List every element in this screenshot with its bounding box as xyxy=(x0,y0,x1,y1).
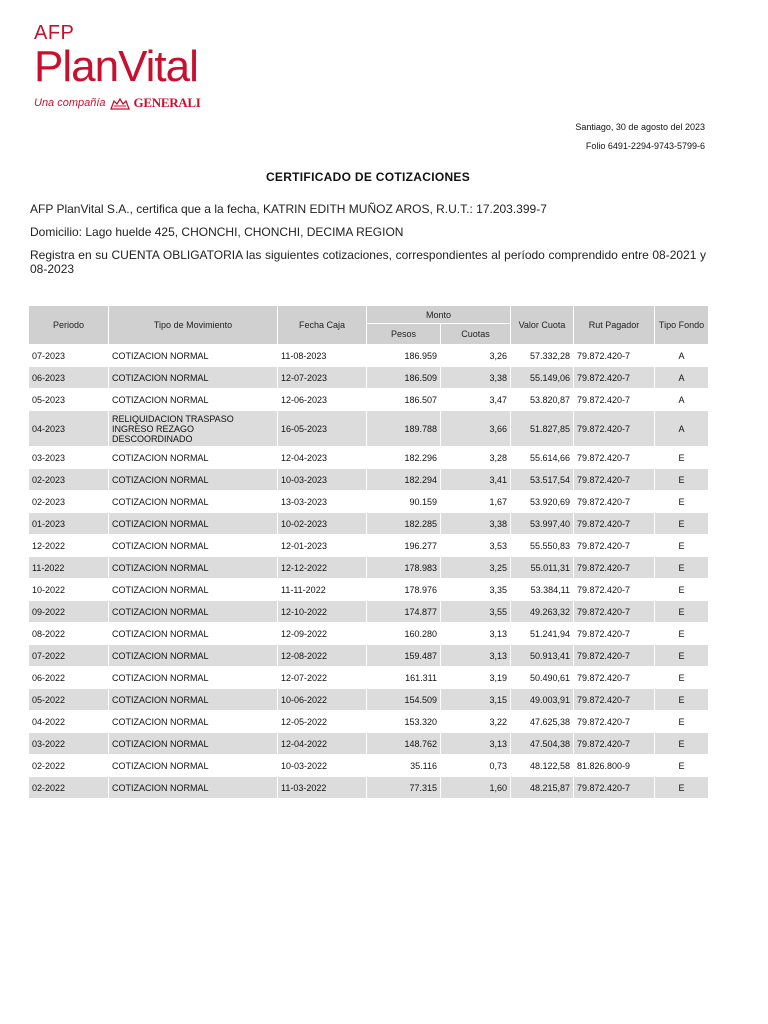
table-row xyxy=(29,367,709,389)
table-row xyxy=(29,345,709,367)
cell-fecha-caja: 12-01-2023 xyxy=(278,535,367,557)
cell-tipo-movimiento: COTIZACION NORMAL xyxy=(109,623,278,645)
cell-periodo: 05-2023 xyxy=(29,389,109,411)
cell-pesos: 35.116 xyxy=(367,755,441,777)
cell-pesos: 148.762 xyxy=(367,733,441,755)
table-row xyxy=(29,601,709,623)
cell-rut-pagador: 79.872.420-7 xyxy=(574,469,655,491)
table-row xyxy=(29,447,709,469)
cell-fecha-caja: 11-11-2022 xyxy=(278,579,367,601)
cell-tipo-movimiento: RELIQUIDACION TRASPASO INGRESO REZAGO DESCOORDINADO xyxy=(109,411,278,447)
table-row xyxy=(29,667,709,689)
cell-tipo-fondo: E xyxy=(655,513,709,535)
cell-tipo-movimiento: COTIZACION NORMAL xyxy=(109,755,278,777)
cell-valor-cuota: 48.122,58 xyxy=(511,755,574,777)
cell-periodo: 09-2022 xyxy=(29,601,109,623)
table-row xyxy=(29,645,709,667)
header-tipo-movimiento: Tipo de Movimiento xyxy=(109,306,278,345)
cell-tipo-fondo: E xyxy=(655,667,709,689)
cell-periodo: 06-2022 xyxy=(29,667,109,689)
cell-tipo-movimiento: COTIZACION NORMAL xyxy=(109,733,278,755)
cell-pesos: 159.487 xyxy=(367,645,441,667)
cell-valor-cuota: 57.332,28 xyxy=(511,345,574,367)
cell-cuotas: 3,41 xyxy=(441,469,511,491)
cell-cuotas: 3,22 xyxy=(441,711,511,733)
cell-valor-cuota: 53.517,54 xyxy=(511,469,574,491)
cell-cuotas: 3,53 xyxy=(441,535,511,557)
contributions-rows xyxy=(29,345,709,799)
cell-periodo: 04-2023 xyxy=(29,411,109,447)
cell-valor-cuota: 55.011,31 xyxy=(511,557,574,579)
domicile-line: Domicilio: Lago huelde 425, CHONCHI, CHONCHI, DECIMA REGION xyxy=(30,225,404,239)
cell-rut-pagador: 79.872.420-7 xyxy=(574,711,655,733)
cell-rut-pagador: 79.872.420-7 xyxy=(574,623,655,645)
cell-periodo: 02-2022 xyxy=(29,755,109,777)
cell-periodo: 06-2023 xyxy=(29,367,109,389)
cell-tipo-movimiento: COTIZACION NORMAL xyxy=(109,711,278,733)
cell-fecha-caja: 12-07-2023 xyxy=(278,367,367,389)
cell-tipo-fondo: E xyxy=(655,711,709,733)
cell-cuotas: 3,13 xyxy=(441,623,511,645)
cell-rut-pagador: 79.872.420-7 xyxy=(574,535,655,557)
header-fecha-caja: Fecha Caja xyxy=(278,306,367,345)
cell-cuotas: 3,13 xyxy=(441,645,511,667)
cell-fecha-caja: 10-03-2022 xyxy=(278,755,367,777)
cell-valor-cuota: 53.820,87 xyxy=(511,389,574,411)
cell-rut-pagador: 79.872.420-7 xyxy=(574,367,655,389)
cell-tipo-movimiento: COTIZACION NORMAL xyxy=(109,777,278,799)
table-row xyxy=(29,557,709,579)
cell-tipo-fondo: E xyxy=(655,645,709,667)
cell-pesos: 182.285 xyxy=(367,513,441,535)
cell-tipo-movimiento: COTIZACION NORMAL xyxy=(109,667,278,689)
cell-fecha-caja: 16-05-2023 xyxy=(278,411,367,447)
cell-pesos: 196.277 xyxy=(367,535,441,557)
cell-tipo-fondo: A xyxy=(655,389,709,411)
cell-cuotas: 3,28 xyxy=(441,447,511,469)
cell-fecha-caja: 10-06-2022 xyxy=(278,689,367,711)
cell-rut-pagador: 79.872.420-7 xyxy=(574,389,655,411)
cell-tipo-fondo: E xyxy=(655,777,709,799)
cell-cuotas: 3,25 xyxy=(441,557,511,579)
cell-rut-pagador: 79.872.420-7 xyxy=(574,447,655,469)
table-row xyxy=(29,733,709,755)
cell-tipo-movimiento: COTIZACION NORMAL xyxy=(109,689,278,711)
cell-fecha-caja: 12-10-2022 xyxy=(278,601,367,623)
tagline-text: Una compañía xyxy=(34,97,106,109)
cell-fecha-caja: 12-12-2022 xyxy=(278,557,367,579)
table-row xyxy=(29,711,709,733)
header-pesos: Pesos xyxy=(367,324,441,345)
registration-statement: Registra en su CUENTA OBLIGATORIA las siguientes cotizaciones, correspondientes al período comprendido entre 08-2021 y 08-2023 xyxy=(30,248,706,276)
cell-rut-pagador: 79.872.420-7 xyxy=(574,667,655,689)
table-row xyxy=(29,777,709,799)
cell-fecha-caja: 12-05-2022 xyxy=(278,711,367,733)
cell-pesos: 186.959 xyxy=(367,345,441,367)
cell-tipo-fondo: E xyxy=(655,733,709,755)
cell-tipo-fondo: A xyxy=(655,367,709,389)
cell-rut-pagador: 79.872.420-7 xyxy=(574,557,655,579)
cell-valor-cuota: 55.550,83 xyxy=(511,535,574,557)
cell-periodo: 04-2022 xyxy=(29,711,109,733)
header-rut-pagador: Rut Pagador xyxy=(574,306,655,345)
cell-periodo: 07-2022 xyxy=(29,645,109,667)
cell-fecha-caja: 12-06-2023 xyxy=(278,389,367,411)
certification-statement: AFP PlanVital S.A., certifica que a la fecha, KATRIN EDITH MUÑOZ AROS, R.U.T.: 17.203.399-7 xyxy=(30,202,547,216)
cell-tipo-movimiento: COTIZACION NORMAL xyxy=(109,367,278,389)
cell-pesos: 77.315 xyxy=(367,777,441,799)
header-valor-cuota: Valor Cuota xyxy=(511,306,574,345)
cell-valor-cuota: 50.913,41 xyxy=(511,645,574,667)
cell-tipo-movimiento: COTIZACION NORMAL xyxy=(109,535,278,557)
cell-cuotas: 3,15 xyxy=(441,689,511,711)
cell-pesos: 182.294 xyxy=(367,469,441,491)
cell-cuotas: 3,35 xyxy=(441,579,511,601)
contributions-table xyxy=(28,305,709,799)
cell-valor-cuota: 49.003,91 xyxy=(511,689,574,711)
cell-fecha-caja: 13-03-2023 xyxy=(278,491,367,513)
cell-rut-pagador: 79.872.420-7 xyxy=(574,689,655,711)
table-row xyxy=(29,389,709,411)
cell-cuotas: 3,47 xyxy=(441,389,511,411)
cell-fecha-caja: 12-04-2023 xyxy=(278,447,367,469)
cell-tipo-movimiento: COTIZACION NORMAL xyxy=(109,601,278,623)
table-row xyxy=(29,579,709,601)
cell-valor-cuota: 48.215,87 xyxy=(511,777,574,799)
cell-tipo-movimiento: COTIZACION NORMAL xyxy=(109,469,278,491)
cell-periodo: 11-2022 xyxy=(29,557,109,579)
cell-tipo-fondo: E xyxy=(655,755,709,777)
cell-rut-pagador: 79.872.420-7 xyxy=(574,579,655,601)
cell-valor-cuota: 50.490,61 xyxy=(511,667,574,689)
generali-lion-icon xyxy=(110,97,130,110)
cell-pesos: 178.976 xyxy=(367,579,441,601)
cell-periodo: 02-2023 xyxy=(29,491,109,513)
cell-valor-cuota: 49.263,32 xyxy=(511,601,574,623)
cell-tipo-movimiento: COTIZACION NORMAL xyxy=(109,491,278,513)
cell-valor-cuota: 55.149,06 xyxy=(511,367,574,389)
generali-text: GENERALI xyxy=(133,95,201,110)
header-tipo-fondo: Tipo Fondo xyxy=(655,306,709,345)
afp-planvital-logo xyxy=(34,22,201,111)
cell-tipo-fondo: E xyxy=(655,447,709,469)
cell-tipo-fondo: E xyxy=(655,601,709,623)
header-monto: Monto xyxy=(367,306,511,324)
cell-tipo-fondo: A xyxy=(655,411,709,447)
cell-periodo: 10-2022 xyxy=(29,579,109,601)
cell-valor-cuota: 51.827,85 xyxy=(511,411,574,447)
cell-fecha-caja: 10-03-2023 xyxy=(278,469,367,491)
cell-tipo-movimiento: COTIZACION NORMAL xyxy=(109,389,278,411)
cell-pesos: 182.296 xyxy=(367,447,441,469)
cell-cuotas: 3,13 xyxy=(441,733,511,755)
table-row xyxy=(29,411,709,447)
cell-periodo: 05-2022 xyxy=(29,689,109,711)
table-row xyxy=(29,491,709,513)
cell-tipo-movimiento: COTIZACION NORMAL xyxy=(109,345,278,367)
cell-valor-cuota: 53.997,40 xyxy=(511,513,574,535)
cell-tipo-movimiento: COTIZACION NORMAL xyxy=(109,645,278,667)
logo-brand-text: PlanVital xyxy=(34,42,198,91)
cell-periodo: 07-2023 xyxy=(29,345,109,367)
cell-valor-cuota: 47.625,38 xyxy=(511,711,574,733)
cell-fecha-caja: 12-04-2022 xyxy=(278,733,367,755)
cell-cuotas: 3,38 xyxy=(441,367,511,389)
cell-rut-pagador: 79.872.420-7 xyxy=(574,345,655,367)
cell-pesos: 153.320 xyxy=(367,711,441,733)
cell-tipo-fondo: E xyxy=(655,469,709,491)
header-cuotas: Cuotas xyxy=(441,324,511,345)
document-title: CERTIFICADO DE COTIZACIONES xyxy=(265,170,471,184)
cell-fecha-caja: 10-02-2023 xyxy=(278,513,367,535)
header-periodo: Periodo xyxy=(29,306,109,345)
cell-pesos: 178.983 xyxy=(367,557,441,579)
table-row xyxy=(29,535,709,557)
cell-periodo: 08-2022 xyxy=(29,623,109,645)
cell-rut-pagador: 79.872.420-7 xyxy=(574,645,655,667)
cell-tipo-movimiento: COTIZACION NORMAL xyxy=(109,513,278,535)
cell-periodo: 12-2022 xyxy=(29,535,109,557)
logo-tagline xyxy=(34,95,201,111)
cell-pesos: 186.507 xyxy=(367,389,441,411)
cell-rut-pagador: 79.872.420-7 xyxy=(574,491,655,513)
cell-cuotas: 1,60 xyxy=(441,777,511,799)
cell-cuotas: 0,73 xyxy=(441,755,511,777)
table-row xyxy=(29,469,709,491)
cell-fecha-caja: 12-07-2022 xyxy=(278,667,367,689)
cell-tipo-movimiento: COTIZACION NORMAL xyxy=(109,557,278,579)
cell-rut-pagador: 81.826.800-9 xyxy=(574,755,655,777)
cell-rut-pagador: 79.872.420-7 xyxy=(574,513,655,535)
cell-tipo-fondo: E xyxy=(655,689,709,711)
cell-periodo: 03-2023 xyxy=(29,447,109,469)
cell-tipo-fondo: E xyxy=(655,557,709,579)
cell-tipo-fondo: A xyxy=(655,345,709,367)
cell-cuotas: 3,26 xyxy=(441,345,511,367)
cell-rut-pagador: 79.872.420-7 xyxy=(574,411,655,447)
logo-afp-text: AFP xyxy=(34,22,75,44)
cell-periodo: 02-2023 xyxy=(29,469,109,491)
cell-pesos: 154.509 xyxy=(367,689,441,711)
cell-pesos: 174.877 xyxy=(367,601,441,623)
cell-tipo-fondo: E xyxy=(655,491,709,513)
cell-fecha-caja: 12-09-2022 xyxy=(278,623,367,645)
cell-periodo: 02-2022 xyxy=(29,777,109,799)
cell-pesos: 186.509 xyxy=(367,367,441,389)
folio-number: Folio 6491-2294-9743-5799-6 xyxy=(585,141,705,151)
cell-tipo-fondo: E xyxy=(655,535,709,557)
table-row xyxy=(29,689,709,711)
cell-rut-pagador: 79.872.420-7 xyxy=(574,601,655,623)
cell-periodo: 01-2023 xyxy=(29,513,109,535)
cell-valor-cuota: 51.241,94 xyxy=(511,623,574,645)
cell-periodo: 03-2022 xyxy=(29,733,109,755)
cell-pesos: 161.311 xyxy=(367,667,441,689)
cell-cuotas: 3,66 xyxy=(441,411,511,447)
cell-valor-cuota: 53.920,69 xyxy=(511,491,574,513)
cell-valor-cuota: 47.504,38 xyxy=(511,733,574,755)
cell-cuotas: 3,19 xyxy=(441,667,511,689)
table-row xyxy=(29,623,709,645)
cell-valor-cuota: 53.384,11 xyxy=(511,579,574,601)
cell-cuotas: 3,55 xyxy=(441,601,511,623)
cell-tipo-movimiento: COTIZACION NORMAL xyxy=(109,447,278,469)
cell-cuotas: 1,67 xyxy=(441,491,511,513)
date-line: Santiago, 30 de agosto del 2023 xyxy=(575,122,705,132)
cell-rut-pagador: 79.872.420-7 xyxy=(574,733,655,755)
cell-rut-pagador: 79.872.420-7 xyxy=(574,777,655,799)
cell-tipo-fondo: E xyxy=(655,579,709,601)
table-row xyxy=(29,755,709,777)
cell-pesos: 160.280 xyxy=(367,623,441,645)
cell-pesos: 90.159 xyxy=(367,491,441,513)
cell-tipo-movimiento: COTIZACION NORMAL xyxy=(109,579,278,601)
cell-fecha-caja: 12-08-2022 xyxy=(278,645,367,667)
cell-pesos: 189.788 xyxy=(367,411,441,447)
cell-tipo-fondo: E xyxy=(655,623,709,645)
cell-fecha-caja: 11-03-2022 xyxy=(278,777,367,799)
cell-valor-cuota: 55.614,66 xyxy=(511,447,574,469)
table-row xyxy=(29,513,709,535)
cell-cuotas: 3,38 xyxy=(441,513,511,535)
cell-fecha-caja: 11-08-2023 xyxy=(278,345,367,367)
